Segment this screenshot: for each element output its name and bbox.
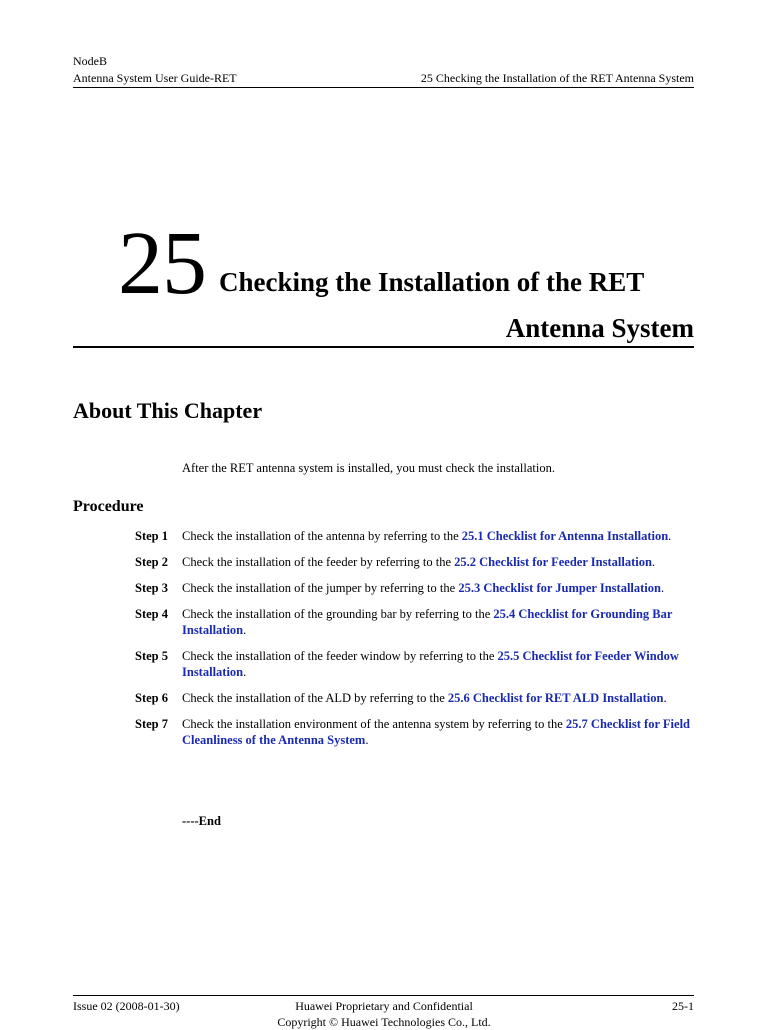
step-label: Step 1	[135, 529, 168, 543]
step-text	[182, 648, 698, 680]
header-divider	[73, 87, 694, 88]
step-suffix: .	[661, 581, 665, 595]
step-suffix: .	[668, 529, 672, 543]
checklist-link[interactable]: 25.6 Checklist for RET ALD Installation	[447, 691, 664, 705]
footer-confidential: Huawei Proprietary and Confidential	[295, 999, 473, 1013]
procedure-title: Procedure	[73, 498, 144, 515]
checklist-link[interactable]: 25.5 Checklist for Feeder Window Installation	[182, 649, 679, 679]
step-text	[182, 606, 698, 638]
step-description: Check the installation environment of the antenna system by referring to the	[182, 717, 566, 731]
step-label: Step 6	[135, 691, 168, 705]
step-item	[0, 716, 768, 748]
step-suffix: .	[651, 555, 656, 569]
footer-issue: Issue 02 (2008-01-30)	[73, 999, 180, 1013]
step-item	[0, 528, 768, 544]
step-item	[0, 554, 768, 570]
header-row	[73, 71, 694, 86]
checklist-link[interactable]: 25.7 Checklist for Field Cleanliness of the Antenna System	[182, 717, 690, 747]
step-label: Step 4	[135, 607, 168, 621]
step-suffix: .	[365, 733, 369, 747]
step-label: Step 5	[135, 649, 168, 663]
step-suffix: .	[243, 665, 247, 679]
chapter-title-line1: Checking the Installation of the RET	[219, 267, 645, 297]
step-text	[182, 580, 698, 596]
step-suffix: .	[243, 623, 247, 637]
procedure-steps	[0, 528, 768, 758]
step-description: Check the installation of the grounding bar by referring to the	[182, 607, 494, 621]
step-item	[0, 606, 768, 638]
header-chapter-ref: 25 Checking the Installation of the RET Antenna System	[420, 71, 694, 85]
header-product: NodeB	[73, 54, 107, 68]
procedure-end-marker: ----End	[182, 814, 221, 828]
step-text	[182, 690, 698, 706]
chapter-number: 25	[118, 214, 206, 313]
step-text	[182, 528, 698, 544]
step-label: Step 3	[135, 581, 168, 595]
step-description: Check the installation of the feeder by referring to the	[182, 555, 455, 569]
step-text	[182, 554, 698, 570]
step-item	[0, 580, 768, 596]
step-item	[0, 690, 768, 706]
step-label: Step 2	[135, 555, 168, 569]
step-description: Check the installation of the feeder window by referring to the	[182, 649, 498, 663]
intro-paragraph: After the RET antenna system is installed, you must check the installation.	[182, 461, 555, 475]
step-text	[182, 716, 698, 748]
footer-divider	[73, 995, 694, 996]
checklist-link[interactable]: 25.2 Checklist for Feeder Installation	[454, 555, 652, 569]
step-description: Check the installation of the ALD by referring to the	[182, 691, 448, 705]
chapter-divider	[73, 346, 694, 348]
checklist-link[interactable]: 25.1 Checklist for Antenna Installation	[461, 529, 669, 543]
checklist-link[interactable]: 25.3 Checklist for Jumper Installation	[458, 581, 661, 595]
step-item	[0, 648, 768, 680]
section-title: About This Chapter	[73, 398, 263, 423]
chapter-title-line2: Antenna System	[505, 313, 694, 343]
footer-page-number: 25-1	[672, 999, 694, 1013]
header-document-title: Antenna System User Guide-RET	[73, 71, 237, 85]
step-suffix: .	[663, 691, 667, 705]
checklist-link[interactable]: 25.4 Checklist for Grounding Bar Installation	[182, 607, 673, 637]
step-description: Check the installation of the jumper by referring to the	[182, 581, 459, 595]
footer-copyright: Copyright © Huawei Technologies Co., Ltd.	[277, 1015, 491, 1029]
step-label: Step 7	[135, 717, 168, 731]
step-description: Check the installation of the antenna by referring to the	[182, 529, 462, 543]
